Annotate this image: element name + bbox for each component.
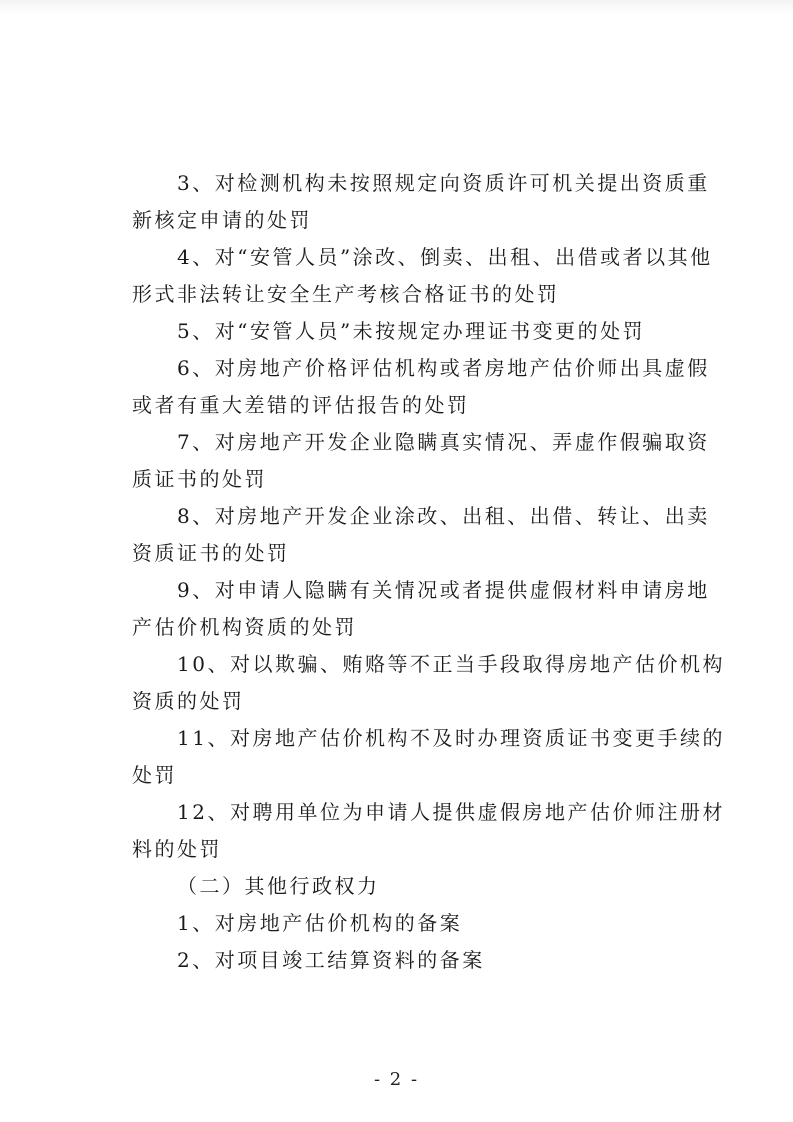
list-item: 7、对房地产开发企业隐瞒真实情况、弄虚作假骗取资质证书的处罚: [132, 430, 710, 491]
list-item: 12、对聘用单位为申请人提供虚假房地产估价师注册材料的处罚: [132, 800, 725, 861]
list-item: 5、对“安管人员”未按规定办理证书变更的处罚: [177, 319, 646, 343]
list-item: 11、对房地产估价机构不及时办理资质证书变更手续的处罚: [132, 726, 725, 787]
list-item: 6、对房地产价格评估机构或者房地产估价师出具虚假或者有重大差错的评估报告的处罚: [132, 356, 710, 417]
scan-edge: [0, 0, 793, 14]
list-item: 8、对房地产开发企业涂改、出租、出借、转让、出卖资质证书的处罚: [132, 504, 710, 565]
page-number: - 2 -: [373, 1069, 420, 1090]
list-item: 4、对“安管人员”涂改、倒卖、出租、出借或者以其他形式非法转让安全生产考核合格证书的处罚: [132, 245, 713, 306]
list-item: 2、对项目竣工结算资料的备案: [177, 948, 485, 972]
list-item: 10、对以欺骗、贿赂等不正当手段取得房地产估价机构资质的处罚: [132, 652, 725, 713]
document-body: [132, 165, 732, 979]
section-heading: （二）其他行政权力: [177, 874, 380, 898]
list-item: 1、对房地产估价机构的备案: [177, 911, 463, 935]
list-item: 3、对检测机构未按照规定向资质许可机关提出资质重新核定申请的处罚: [132, 171, 710, 232]
list-item: 9、对申请人隐瞒有关情况或者提供虚假材料申请房地产估价机构资质的处罚: [132, 578, 710, 639]
